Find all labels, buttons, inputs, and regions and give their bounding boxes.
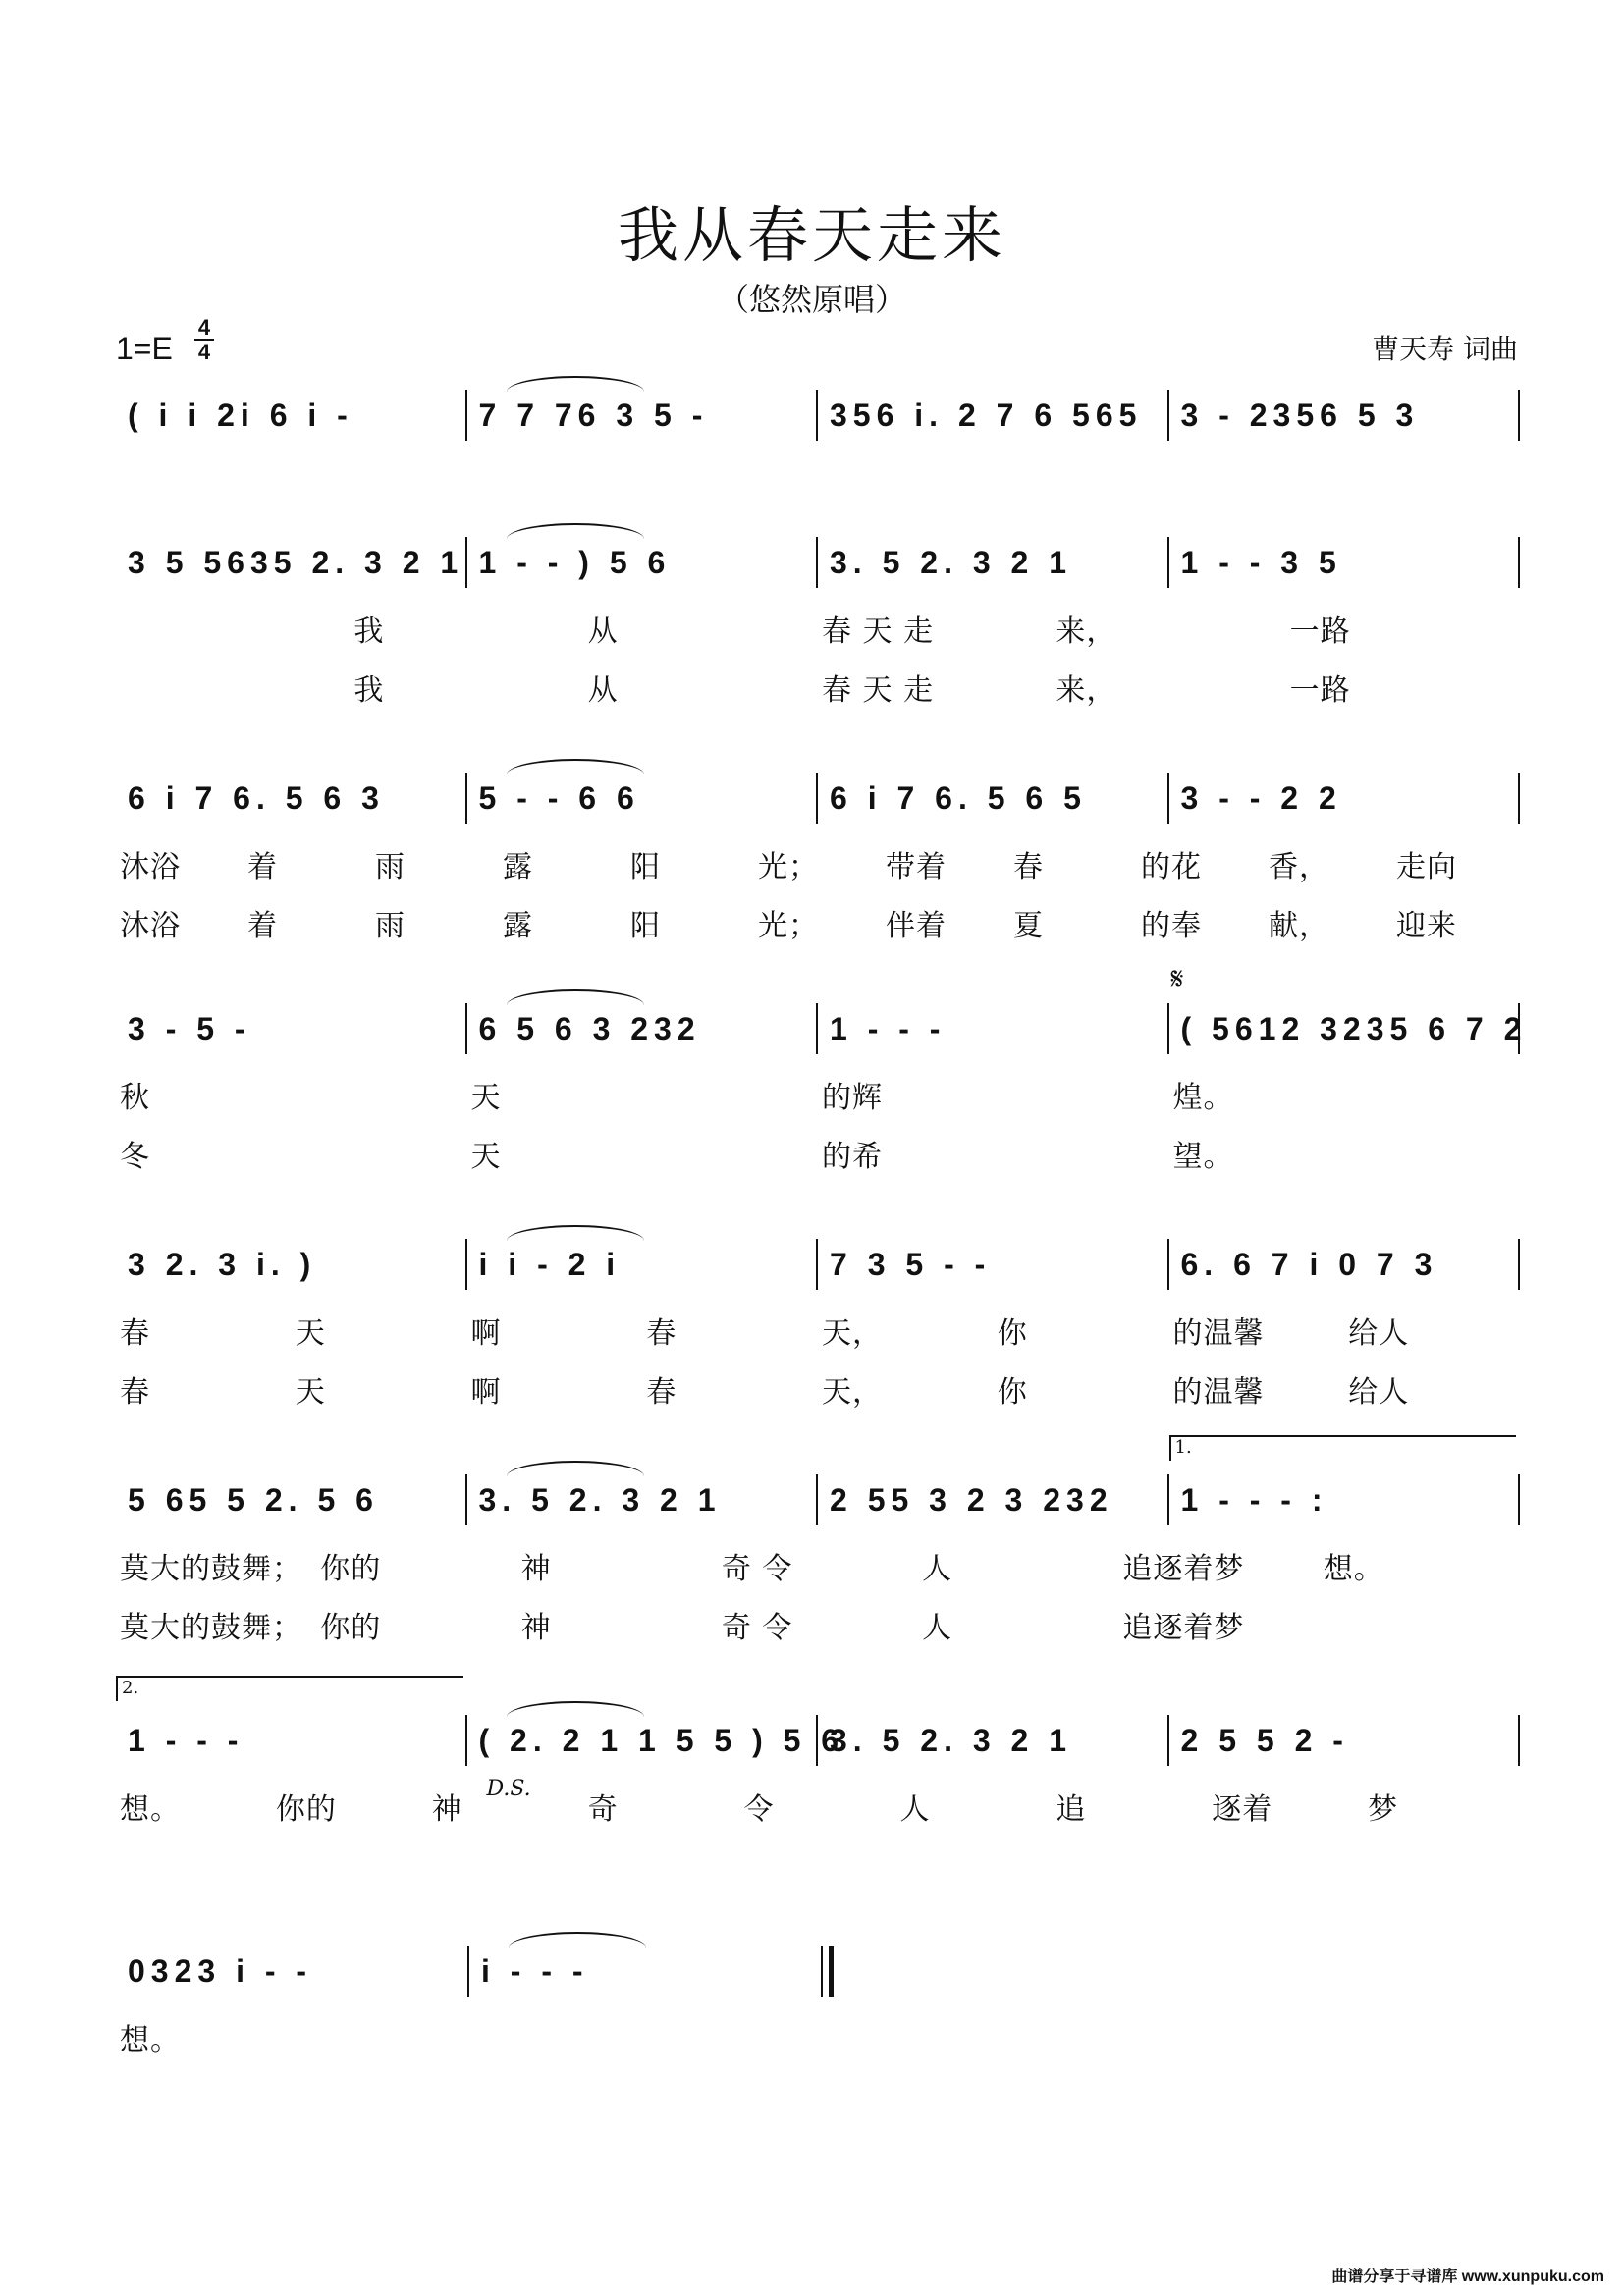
key-signature: 1=E <box>116 331 173 366</box>
measure-notes: 3 5 5635 2. 3 2 1 <box>128 545 464 580</box>
barline <box>1518 1003 1520 1054</box>
barline <box>816 773 818 824</box>
lyric-word: 沐浴 <box>120 909 181 943</box>
barline <box>816 1474 818 1525</box>
barline <box>465 390 467 441</box>
lyric-word: 走向 <box>1396 850 1457 884</box>
composer-credit: 曹天寿 词曲 <box>1372 333 1518 365</box>
barline <box>465 1003 467 1054</box>
lyric-word: 献， <box>1269 909 1329 943</box>
lyric-word: 露 <box>503 909 533 943</box>
barline <box>816 1003 818 1054</box>
lyric-word: 你 <box>997 1316 1028 1351</box>
lyric-word: 秋 <box>120 1081 150 1115</box>
slur-mark <box>509 1932 646 1948</box>
barline <box>1518 390 1520 441</box>
lyric-word: 想。 <box>1323 1552 1384 1586</box>
lyric-word: 来， <box>1056 673 1117 708</box>
volta-bracket: 2. <box>116 1676 463 1701</box>
measure-notes: 1 - - - <box>830 1011 947 1046</box>
measure-notes: 3 - 5 - <box>128 1011 251 1046</box>
lyric-word: 莫大的鼓舞； <box>120 1611 302 1645</box>
lyric-word: 我 <box>353 614 385 649</box>
lyric-word: 香， <box>1269 850 1329 884</box>
volta-bracket: 1. <box>1169 1435 1517 1461</box>
lyric-word: 天 <box>295 1375 326 1410</box>
measure-notes: 0323 i - - <box>128 1953 313 1989</box>
lyric-word: 沐浴 <box>120 850 181 884</box>
barline <box>1167 390 1169 441</box>
barline <box>816 537 818 588</box>
navigation-mark: 𝄋 <box>1170 962 1184 996</box>
lyric-word: 着 <box>247 909 278 943</box>
lyric-word: 神 <box>520 1552 552 1586</box>
lyric-word: 雨 <box>375 909 406 943</box>
measure-notes: 3. 5 2. 3 2 1 <box>830 1723 1073 1758</box>
lyric-word: 光； <box>758 909 819 943</box>
barline <box>816 1715 818 1766</box>
barline <box>816 390 818 441</box>
barline <box>1167 1003 1169 1054</box>
barline <box>1167 773 1169 824</box>
lyric-word: 啊 <box>470 1375 502 1410</box>
measure-notes: ( 5612 3235 6 7 2 <box>1180 1011 1528 1046</box>
lyric-word: 天 <box>470 1081 502 1115</box>
lyric-word: 阳 <box>630 909 661 943</box>
lyric-word: 春 <box>646 1316 677 1351</box>
lyric-word: 人 <box>922 1552 953 1586</box>
measure-notes: 2 5 5 2 - <box>1180 1723 1349 1758</box>
song-title: 我从春天走来 <box>617 199 1006 271</box>
lyric-word: 着 <box>247 850 278 884</box>
measure-notes: 356 i. 2 7 6 565 <box>830 398 1143 433</box>
lyric-word: 冬 <box>120 1140 150 1174</box>
barline <box>1518 773 1520 824</box>
barline <box>1167 1239 1169 1290</box>
measure-notes: 5 - - 6 6 <box>478 780 640 816</box>
lyric-word: 给人 <box>1348 1375 1410 1410</box>
slur-mark <box>507 1461 644 1476</box>
lyric-word: 神 <box>520 1611 552 1645</box>
barline <box>465 1715 467 1766</box>
lyric-word: 你的 <box>275 1792 337 1827</box>
barline <box>1167 1715 1169 1766</box>
lyric-word: 的奉 <box>1141 909 1202 943</box>
measure-notes: 2 55 3 2 3 232 <box>830 1482 1113 1518</box>
lyric-word: 令 <box>743 1792 775 1827</box>
lyric-word: 你 <box>997 1375 1028 1410</box>
slur-mark <box>507 989 644 1005</box>
measure-notes: ( 2. 2 1 1 5 5 ) 5 6 <box>478 1723 845 1758</box>
slur-mark <box>507 759 644 774</box>
barline <box>1518 1239 1520 1290</box>
measure-notes: 3. 5 2. 3 2 1 <box>478 1482 722 1518</box>
barline <box>1167 1474 1169 1525</box>
lyric-word: 一路 <box>1289 673 1351 708</box>
lyric-word: 迎来 <box>1396 909 1457 943</box>
measure-notes: 1 - - 3 5 <box>1180 545 1342 580</box>
lyric-word: 你的 <box>320 1611 382 1645</box>
lyric-word: 春 <box>120 1316 150 1351</box>
footer-watermark: 曲谱分享于寻谱库 www.xunpuku.com <box>1331 2269 1604 2285</box>
lyric-word: 追逐着梦 <box>1122 1552 1245 1586</box>
lyric-word: 你的 <box>320 1552 382 1586</box>
lyric-word: 光； <box>758 850 819 884</box>
lyric-word: 春 <box>646 1375 677 1410</box>
measure-notes: 6. 6 7 i 0 7 3 <box>1180 1247 1438 1282</box>
measure-notes: 7 3 5 - - <box>830 1247 992 1282</box>
lyric-word: 梦 <box>1368 1792 1399 1827</box>
lyric-word: 春 <box>120 1375 150 1410</box>
lyric-word: 天， <box>822 1316 883 1351</box>
meter-top: 4 <box>197 315 211 340</box>
slur-mark <box>507 523 644 539</box>
lyric-word: 莫大的鼓舞； <box>120 1552 302 1586</box>
lyric-word: 奇 令 <box>721 1552 793 1586</box>
lyric-word: 想。 <box>120 2023 181 2057</box>
slur-mark <box>507 1225 644 1241</box>
barline <box>821 1946 823 1997</box>
lyric-word: 的温馨 <box>1172 1375 1265 1410</box>
measure-notes: i - - - <box>481 1953 589 1989</box>
lyric-word: 春 <box>1013 850 1044 884</box>
barline <box>467 1946 469 1997</box>
lyric-word: 神 <box>431 1792 462 1827</box>
lyric-word: 的希 <box>822 1140 883 1174</box>
barline <box>1167 537 1169 588</box>
measure-notes: 5 65 5 2. 5 6 <box>128 1482 379 1518</box>
lyric-word: 夏 <box>1013 909 1044 943</box>
lyric-word: 人 <box>899 1792 931 1827</box>
lyric-word: 春 天 走 <box>822 673 935 708</box>
measure-notes: 3 - 2356 5 3 <box>1180 398 1420 433</box>
song-subtitle: （悠然原唱） <box>717 281 906 318</box>
barline <box>1518 537 1520 588</box>
lyric-word: 阳 <box>630 850 661 884</box>
lyric-word: 天， <box>822 1375 883 1410</box>
lyric-word: 雨 <box>375 850 406 884</box>
lyric-word: 从 <box>587 673 619 708</box>
lyric-word: 带着 <box>886 850 947 884</box>
barline <box>465 773 467 824</box>
final-barline <box>829 1946 834 1997</box>
lyric-word: 啊 <box>470 1316 502 1351</box>
lyric-word: 来， <box>1056 614 1117 649</box>
lyric-word: 天 <box>470 1140 502 1174</box>
slur-mark <box>507 376 644 392</box>
lyric-word: 煌。 <box>1172 1081 1234 1115</box>
lyric-word: 望。 <box>1172 1140 1234 1174</box>
barline <box>465 537 467 588</box>
lyric-word: 追逐着梦 <box>1122 1611 1245 1645</box>
measure-notes: 3 - - 2 2 <box>1180 780 1342 816</box>
measure-notes: 6 5 6 3 232 <box>478 1011 701 1046</box>
lyric-word: 从 <box>587 614 619 649</box>
lyric-word: 伴着 <box>886 909 947 943</box>
lyric-word: 想。 <box>120 1792 181 1827</box>
lyric-word: 春 天 走 <box>822 614 935 649</box>
lyric-word: 追 <box>1056 1792 1087 1827</box>
lyric-word: 人 <box>922 1611 953 1645</box>
measure-notes: 3 2. 3 i. ) <box>128 1247 317 1282</box>
lyric-word: 奇 令 <box>721 1611 793 1645</box>
meter-bottom: 4 <box>194 339 214 363</box>
lyric-word: 的温馨 <box>1172 1316 1265 1351</box>
measure-notes: i i - 2 i <box>478 1247 622 1282</box>
barline <box>1518 1474 1520 1525</box>
barline <box>816 1239 818 1290</box>
barline <box>465 1474 467 1525</box>
navigation-mark: D.S. <box>486 1777 531 1801</box>
measure-notes: 1 - - ) 5 6 <box>478 545 672 580</box>
lyric-word: 的花 <box>1141 850 1202 884</box>
measure-notes: 1 - - - : <box>1180 1482 1328 1518</box>
time-signature <box>194 316 214 363</box>
lyric-word: 露 <box>503 850 533 884</box>
lyric-word: 给人 <box>1348 1316 1410 1351</box>
lyric-word: 一路 <box>1289 614 1351 649</box>
lyric-word: 的辉 <box>822 1081 883 1115</box>
slur-mark <box>507 1701 644 1717</box>
barline <box>1518 1715 1520 1766</box>
lyric-word: 天 <box>295 1316 326 1351</box>
lyric-word: 逐着 <box>1212 1792 1273 1827</box>
measure-notes: 6 i 7 6. 5 6 3 <box>128 780 385 816</box>
measure-notes: 3. 5 2. 3 2 1 <box>830 545 1073 580</box>
lyric-word: 我 <box>353 673 385 708</box>
measure-notes: 1 - - - <box>128 1723 244 1758</box>
measure-notes: ( i i 2i 6 i - <box>128 398 353 433</box>
measure-notes: 6 i 7 6. 5 6 5 <box>830 780 1087 816</box>
barline <box>465 1239 467 1290</box>
lyric-word: 奇 <box>587 1792 619 1827</box>
measure-notes: 7 7 76 3 5 - <box>478 398 709 433</box>
